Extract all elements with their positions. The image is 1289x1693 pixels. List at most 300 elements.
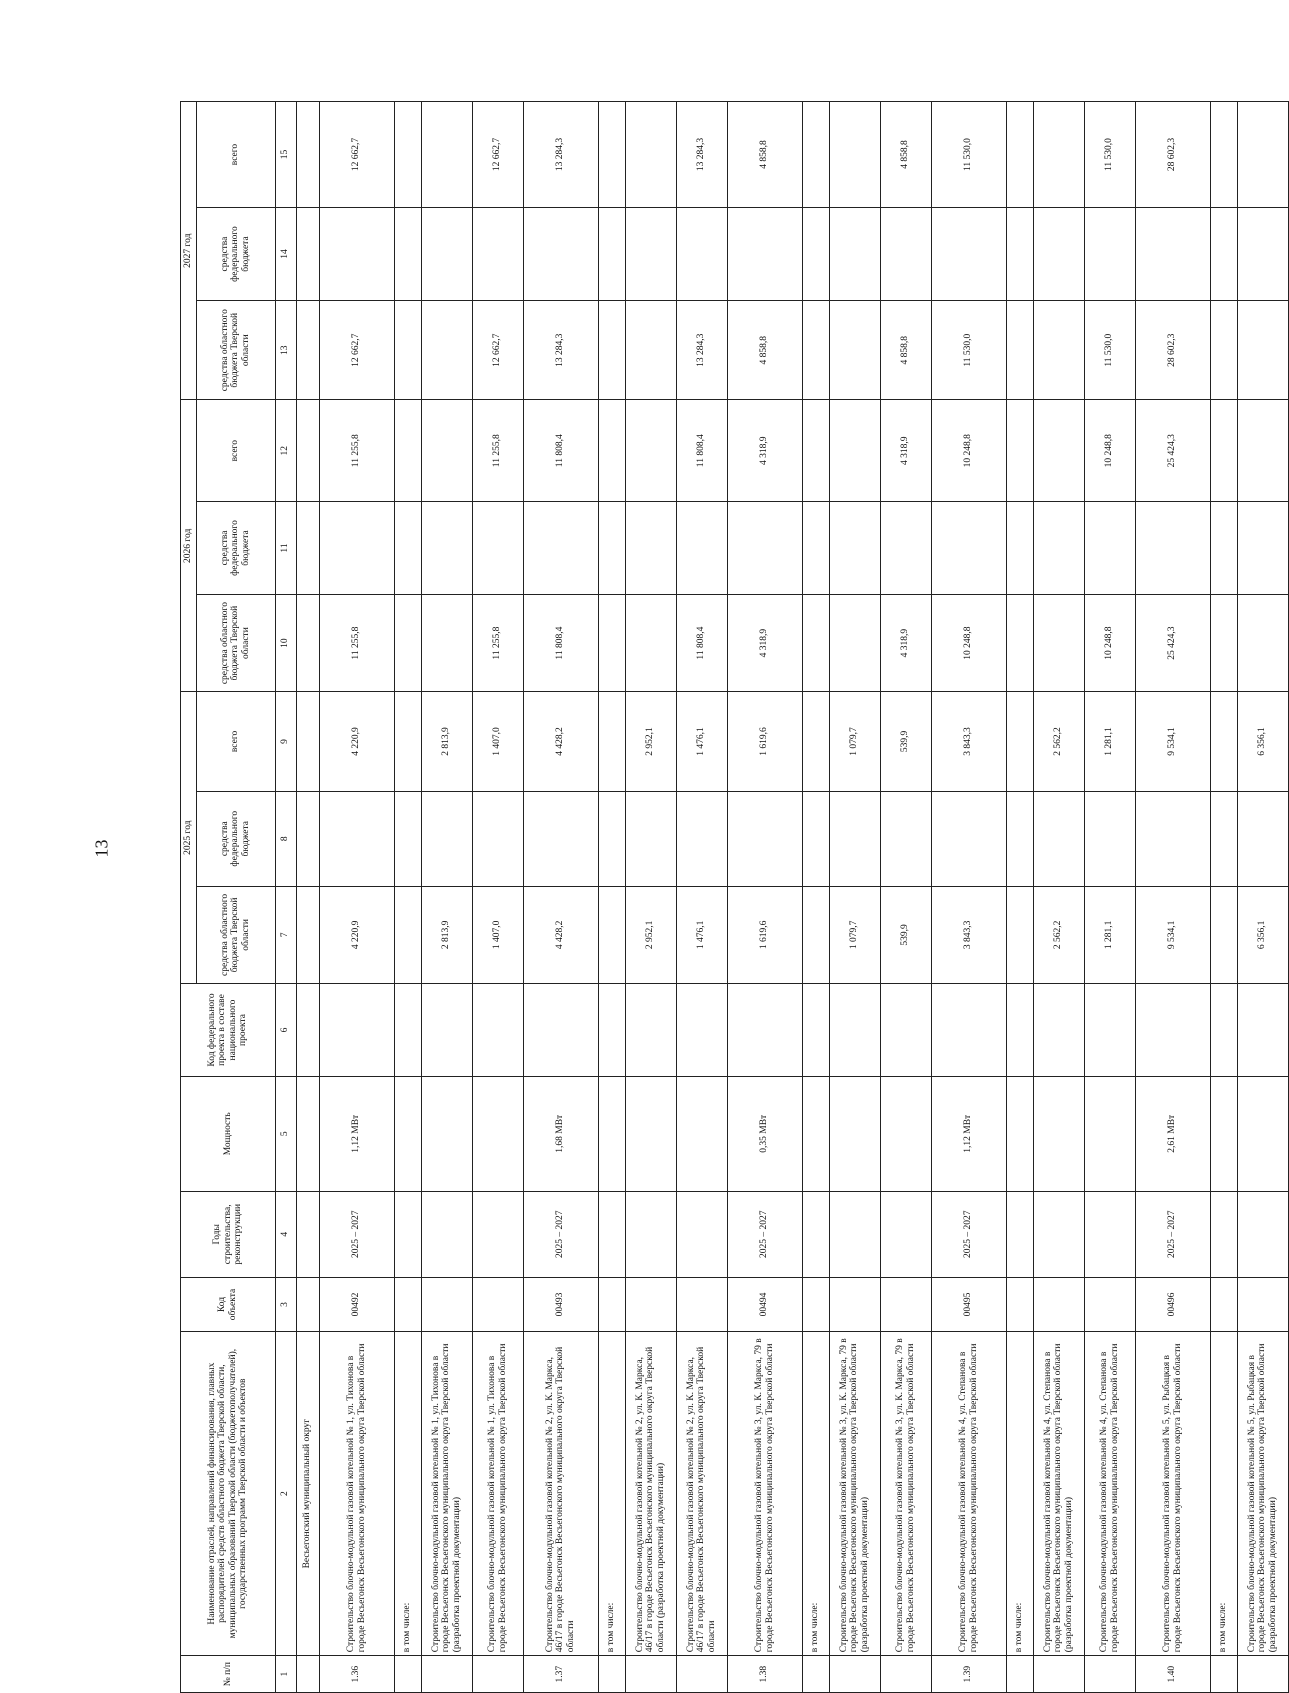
capacity xyxy=(1006,1076,1033,1191)
total-2027 xyxy=(1033,102,1084,208)
column-number: 1 xyxy=(275,1656,296,1693)
total-2027 xyxy=(1237,102,1288,208)
column-number: 4 xyxy=(275,1191,296,1277)
total-2026: 25 424,3 xyxy=(1135,400,1210,502)
total-2026 xyxy=(421,400,472,502)
header-year-2027: 2027 год xyxy=(181,102,197,400)
federal-2027 xyxy=(931,208,1006,301)
regional-2026: 11 255,8 xyxy=(472,594,523,691)
regional-2026: 10 248,8 xyxy=(1084,594,1135,691)
total-2026 xyxy=(1006,400,1033,502)
header-name: Наименование отраслей, направлений финансирования, главных распорядителей средств областного бюджета Тверской области, муниципальных образований Тверской области (бюджетополучателей), государственных программ Тверской области и объектов xyxy=(181,1332,276,1656)
total-2026 xyxy=(802,400,829,502)
total-2025: 1 281,1 xyxy=(1084,692,1135,791)
total-2027 xyxy=(1210,102,1237,208)
column-number: 14 xyxy=(275,208,296,301)
header-years: Годы строительства, реконструкции xyxy=(181,1191,276,1277)
federal-2025 xyxy=(802,791,829,886)
federal-project-code xyxy=(1006,984,1033,1077)
object-code xyxy=(1006,1278,1033,1332)
federal-2025 xyxy=(676,791,727,886)
federal-2025 xyxy=(394,791,421,886)
regional-2025: 1 079,7 xyxy=(829,886,880,983)
regional-2027 xyxy=(1006,301,1033,400)
federal-2027 xyxy=(421,208,472,301)
federal-2025 xyxy=(880,791,931,886)
federal-2027 xyxy=(523,208,598,301)
capacity xyxy=(421,1076,472,1191)
federal-2026 xyxy=(421,502,472,595)
total-2025: 4 220,9 xyxy=(319,692,394,791)
row-number xyxy=(676,1656,727,1693)
capacity: 0,35 МВт xyxy=(727,1076,802,1191)
header-num: № п/п xyxy=(181,1656,276,1693)
regional-2026 xyxy=(1210,594,1237,691)
empty-cell xyxy=(296,502,319,595)
capacity: 1,12 МВт xyxy=(319,1076,394,1191)
header-regional-2025: средства областного бюджета Тверской области xyxy=(196,886,275,983)
capacity xyxy=(1237,1076,1288,1191)
federal-project-code xyxy=(421,984,472,1077)
federal-2026 xyxy=(880,502,931,595)
construction-years xyxy=(802,1191,829,1277)
total-2025: 2 562,2 xyxy=(1033,692,1084,791)
table-row xyxy=(802,102,829,1693)
regional-2026 xyxy=(1006,594,1033,691)
table-body xyxy=(296,102,1288,1693)
regional-2026 xyxy=(625,594,676,691)
total-2025: 2 813,9 xyxy=(421,692,472,791)
construction-years xyxy=(676,1191,727,1277)
header-year-2025: 2025 год xyxy=(181,692,197,984)
federal-2026 xyxy=(1210,502,1237,595)
table-row xyxy=(319,102,394,1693)
construction-years xyxy=(421,1191,472,1277)
construction-years: 2025 – 2027 xyxy=(931,1191,1006,1277)
federal-project-code xyxy=(1084,984,1135,1077)
object-name: Строительство блочно-модульной газовой котельной № 4, ул. Степанова в городе Весьегонск Весьегонского муниципального округа Тверской области xyxy=(1084,1332,1135,1656)
federal-2025 xyxy=(472,791,523,886)
federal-2027 xyxy=(1210,208,1237,301)
regional-2025: 9 534,1 xyxy=(1135,886,1210,983)
region-num-cell xyxy=(296,1656,319,1693)
empty-cell xyxy=(296,791,319,886)
federal-project-code xyxy=(1237,984,1288,1077)
object-name: Строительство блочно-модульной газовой котельной № 1, ул. Тихонова в городе Весьегонск Весьегонского муниципального округа Тверской области xyxy=(472,1332,523,1656)
federal-2026 xyxy=(319,502,394,595)
regional-2025: 4 428,2 xyxy=(523,886,598,983)
federal-project-code xyxy=(319,984,394,1077)
regional-2027 xyxy=(1210,301,1237,400)
object-name: Строительство блочно-модульной газовой котельной № 3, ул. К. Маркса, 79 в городе Весьегонск Весьегонского муниципального округа Тверской области (разработка проектной документации) xyxy=(829,1332,880,1656)
regional-2026: 11 808,4 xyxy=(676,594,727,691)
regional-2025: 2 952,1 xyxy=(625,886,676,983)
total-2025 xyxy=(802,692,829,791)
total-2026: 11 255,8 xyxy=(472,400,523,502)
total-2025: 539,9 xyxy=(880,692,931,791)
empty-cell xyxy=(296,1076,319,1191)
total-2025: 2 952,1 xyxy=(625,692,676,791)
total-2025: 1 476,1 xyxy=(676,692,727,791)
federal-2027 xyxy=(880,208,931,301)
regional-2026: 10 248,8 xyxy=(931,594,1006,691)
total-2025: 1 079,7 xyxy=(829,692,880,791)
total-2026 xyxy=(1033,400,1084,502)
total-2025: 1 407,0 xyxy=(472,692,523,791)
construction-years xyxy=(598,1191,625,1277)
table-row xyxy=(598,102,625,1693)
federal-2026 xyxy=(1237,502,1288,595)
object-code xyxy=(829,1278,880,1332)
table-row xyxy=(625,102,676,1693)
total-2027: 13 284,3 xyxy=(523,102,598,208)
regional-2025: 2 562,2 xyxy=(1033,886,1084,983)
total-2027: 12 662,7 xyxy=(472,102,523,208)
construction-years xyxy=(829,1191,880,1277)
construction-years xyxy=(1084,1191,1135,1277)
total-2026: 11 808,4 xyxy=(676,400,727,502)
object-name: Строительство блочно-модульной газовой котельной № 4, ул. Степанова в городе Весьегонск Весьегонского муниципального округа Тверской области xyxy=(931,1332,1006,1656)
empty-cell xyxy=(296,984,319,1077)
object-name: в том числе: xyxy=(1210,1332,1237,1656)
total-2025: 3 843,3 xyxy=(931,692,1006,791)
total-2027 xyxy=(625,102,676,208)
federal-project-code xyxy=(931,984,1006,1077)
row-number xyxy=(598,1656,625,1693)
capacity xyxy=(1084,1076,1135,1191)
total-2027 xyxy=(421,102,472,208)
construction-years: 2025 – 2027 xyxy=(319,1191,394,1277)
table-row xyxy=(880,102,931,1693)
column-number: 15 xyxy=(275,102,296,208)
row-number xyxy=(625,1656,676,1693)
region-name: Весьегонский муниципальный округ xyxy=(296,1332,319,1656)
capacity xyxy=(394,1076,421,1191)
federal-2025 xyxy=(523,791,598,886)
column-number: 13 xyxy=(275,301,296,400)
federal-2027 xyxy=(1006,208,1033,301)
empty-cell xyxy=(296,886,319,983)
header-total-2026: всего xyxy=(196,400,275,502)
federal-2026 xyxy=(802,502,829,595)
construction-years xyxy=(1006,1191,1033,1277)
object-name: Строительство блочно-модульной газовой котельной № 5, ул. Рыбацкая в городе Весьегонск Весьегонского муниципального округа Тверской области (разработка проектной документации) xyxy=(1237,1332,1288,1656)
regional-2025: 2 813,9 xyxy=(421,886,472,983)
object-code xyxy=(421,1278,472,1332)
total-2025 xyxy=(1006,692,1033,791)
object-code: 00494 xyxy=(727,1278,802,1332)
table-row xyxy=(472,102,523,1693)
column-number: 9 xyxy=(275,692,296,791)
total-2027: 13 284,3 xyxy=(676,102,727,208)
regional-2025: 1 619,6 xyxy=(727,886,802,983)
budget-table xyxy=(180,101,1289,1693)
total-2026: 4 318,9 xyxy=(880,400,931,502)
row-number xyxy=(1084,1656,1135,1693)
federal-2026 xyxy=(1033,502,1084,595)
header-federal-project-code: Код федерального проекта в составе национального проекта xyxy=(181,984,276,1077)
empty-cell xyxy=(296,1191,319,1277)
table-row xyxy=(676,102,727,1693)
object-code xyxy=(802,1278,829,1332)
regional-2026 xyxy=(1237,594,1288,691)
total-2026: 4 318,9 xyxy=(727,400,802,502)
capacity xyxy=(676,1076,727,1191)
regional-2027 xyxy=(1237,301,1288,400)
federal-2026 xyxy=(1006,502,1033,595)
federal-2026 xyxy=(523,502,598,595)
federal-project-code xyxy=(523,984,598,1077)
table-row xyxy=(421,102,472,1693)
row-number xyxy=(880,1656,931,1693)
regional-2026: 11 808,4 xyxy=(523,594,598,691)
total-2025 xyxy=(598,692,625,791)
column-number: 10 xyxy=(275,594,296,691)
row-number xyxy=(394,1656,421,1693)
row-number xyxy=(829,1656,880,1693)
table-row xyxy=(1237,102,1288,1693)
regional-2027: 13 284,3 xyxy=(676,301,727,400)
empty-cell xyxy=(296,692,319,791)
regional-2025: 4 220,9 xyxy=(319,886,394,983)
federal-2025 xyxy=(727,791,802,886)
federal-2026 xyxy=(472,502,523,595)
regional-2027: 28 602,3 xyxy=(1135,301,1210,400)
total-2026 xyxy=(598,400,625,502)
federal-2025 xyxy=(1210,791,1237,886)
object-code: 00493 xyxy=(523,1278,598,1332)
federal-2026 xyxy=(394,502,421,595)
object-name: Строительство блочно-модульной газовой котельной № 2, ул. К. Маркса, 46/17 в городе Весьегонск Весьегонского муниципального округа Тверской области xyxy=(523,1332,598,1656)
column-number: 2 xyxy=(275,1332,296,1656)
object-name: Строительство блочно-модульной газовой котельной № 3, ул. К. Маркса, 79 в городе Весьегонск Весьегонского муниципального округа Тверской области xyxy=(727,1332,802,1656)
federal-2025 xyxy=(421,791,472,886)
object-name: Строительство блочно-модульной газовой котельной № 1, ул. Тихонова в городе Весьегонск Весьегонского муниципального округа Тверской области xyxy=(319,1332,394,1656)
federal-2025 xyxy=(1033,791,1084,886)
total-2026: 11 255,8 xyxy=(319,400,394,502)
page-number: 13 xyxy=(91,839,112,858)
federal-project-code xyxy=(727,984,802,1077)
object-name: в том числе: xyxy=(394,1332,421,1656)
regional-2027: 12 662,7 xyxy=(319,301,394,400)
federal-project-code xyxy=(625,984,676,1077)
federal-project-code xyxy=(880,984,931,1077)
federal-project-code xyxy=(598,984,625,1077)
capacity xyxy=(598,1076,625,1191)
federal-2026 xyxy=(1084,502,1135,595)
federal-2027 xyxy=(598,208,625,301)
table-row xyxy=(1135,102,1210,1693)
header-power: Мощность xyxy=(181,1076,276,1191)
federal-2027 xyxy=(1033,208,1084,301)
regional-2027 xyxy=(598,301,625,400)
table-row xyxy=(931,102,1006,1693)
regional-2027: 4 858,8 xyxy=(727,301,802,400)
regional-2027: 11 530,0 xyxy=(1084,301,1135,400)
total-2027: 11 530,0 xyxy=(931,102,1006,208)
empty-cell xyxy=(296,400,319,502)
capacity xyxy=(1033,1076,1084,1191)
federal-2027 xyxy=(625,208,676,301)
object-name: Строительство блочно-модульной газовой котельной № 4, ул. Степанова в городе Весьегонск Весьегонского муниципального округа Тверской области (разработка проектной документации) xyxy=(1033,1332,1084,1656)
regional-2025 xyxy=(394,886,421,983)
object-code xyxy=(1210,1278,1237,1332)
budget-table-sheet xyxy=(180,0,1278,1693)
federal-2025 xyxy=(829,791,880,886)
column-number-row xyxy=(275,102,296,1693)
federal-2027 xyxy=(1237,208,1288,301)
construction-years xyxy=(394,1191,421,1277)
regional-2027: 12 662,7 xyxy=(472,301,523,400)
row-number xyxy=(1033,1656,1084,1693)
row-number: 1.39 xyxy=(931,1656,1006,1693)
region-row xyxy=(296,102,319,1693)
object-code: 00492 xyxy=(319,1278,394,1332)
total-2026: 10 248,8 xyxy=(931,400,1006,502)
column-number: 3 xyxy=(275,1278,296,1332)
header-object-code: Код объекта xyxy=(181,1278,276,1332)
federal-2026 xyxy=(598,502,625,595)
empty-cell xyxy=(296,102,319,208)
regional-2027 xyxy=(394,301,421,400)
federal-project-code xyxy=(802,984,829,1077)
regional-2027 xyxy=(625,301,676,400)
row-number xyxy=(1006,1656,1033,1693)
row-number xyxy=(802,1656,829,1693)
header-regional-2026: средства областного бюджета Тверской области xyxy=(196,594,275,691)
federal-2027 xyxy=(802,208,829,301)
regional-2027 xyxy=(829,301,880,400)
capacity xyxy=(625,1076,676,1191)
construction-years: 2025 – 2027 xyxy=(1135,1191,1210,1277)
total-2027: 11 530,0 xyxy=(1084,102,1135,208)
header-row-1 xyxy=(181,102,197,1693)
total-2026 xyxy=(625,400,676,502)
regional-2025 xyxy=(802,886,829,983)
federal-2026 xyxy=(727,502,802,595)
regional-2025: 1 281,1 xyxy=(1084,886,1135,983)
federal-project-code xyxy=(1033,984,1084,1077)
row-number xyxy=(421,1656,472,1693)
construction-years xyxy=(1210,1191,1237,1277)
column-number: 6 xyxy=(275,984,296,1077)
object-code: 00496 xyxy=(1135,1278,1210,1332)
regional-2027: 4 858,8 xyxy=(880,301,931,400)
federal-project-code xyxy=(676,984,727,1077)
federal-2025 xyxy=(931,791,1006,886)
regional-2026 xyxy=(1033,594,1084,691)
regional-2027 xyxy=(421,301,472,400)
total-2027: 12 662,7 xyxy=(319,102,394,208)
construction-years xyxy=(1237,1191,1288,1277)
federal-2026 xyxy=(931,502,1006,595)
federal-2025 xyxy=(625,791,676,886)
column-number: 7 xyxy=(275,886,296,983)
table-row xyxy=(1210,102,1237,1693)
table-row xyxy=(1006,102,1033,1693)
object-name: в том числе: xyxy=(598,1332,625,1656)
federal-2027 xyxy=(394,208,421,301)
regional-2025: 6 356,1 xyxy=(1237,886,1288,983)
federal-2027 xyxy=(676,208,727,301)
federal-project-code xyxy=(1210,984,1237,1077)
object-code xyxy=(598,1278,625,1332)
capacity: 1,68 МВт xyxy=(523,1076,598,1191)
federal-2027 xyxy=(1135,208,1210,301)
federal-2027 xyxy=(1084,208,1135,301)
table-row xyxy=(523,102,598,1693)
table-row xyxy=(1033,102,1084,1693)
construction-years xyxy=(1033,1191,1084,1277)
total-2025: 4 428,2 xyxy=(523,692,598,791)
total-2027: 4 858,8 xyxy=(727,102,802,208)
regional-2025 xyxy=(598,886,625,983)
row-number: 1.36 xyxy=(319,1656,394,1693)
object-code xyxy=(472,1278,523,1332)
construction-years xyxy=(472,1191,523,1277)
row-number: 1.37 xyxy=(523,1656,598,1693)
object-code xyxy=(625,1278,676,1332)
row-number: 1.40 xyxy=(1135,1656,1210,1693)
header-federal-2025: средства федерального бюджета xyxy=(196,791,275,886)
column-number: 12 xyxy=(275,400,296,502)
object-code: 00495 xyxy=(931,1278,1006,1332)
federal-2027 xyxy=(829,208,880,301)
regional-2026 xyxy=(421,594,472,691)
regional-2026 xyxy=(802,594,829,691)
header-federal-2026: средства федерального бюджета xyxy=(196,502,275,595)
total-2027 xyxy=(1006,102,1033,208)
empty-cell xyxy=(296,208,319,301)
total-2027: 4 858,8 xyxy=(880,102,931,208)
construction-years xyxy=(880,1191,931,1277)
regional-2026: 4 318,9 xyxy=(727,594,802,691)
total-2026: 11 808,4 xyxy=(523,400,598,502)
total-2025: 9 534,1 xyxy=(1135,692,1210,791)
regional-2027 xyxy=(802,301,829,400)
total-2026 xyxy=(394,400,421,502)
regional-2026: 25 424,3 xyxy=(1135,594,1210,691)
federal-project-code xyxy=(1135,984,1210,1077)
object-code xyxy=(676,1278,727,1332)
column-number: 5 xyxy=(275,1076,296,1191)
total-2025 xyxy=(394,692,421,791)
federal-project-code xyxy=(472,984,523,1077)
regional-2027 xyxy=(1033,301,1084,400)
regional-2025: 3 843,3 xyxy=(931,886,1006,983)
total-2026: 10 248,8 xyxy=(1084,400,1135,502)
total-2025: 1 619,6 xyxy=(727,692,802,791)
federal-project-code xyxy=(394,984,421,1077)
object-code xyxy=(394,1278,421,1332)
column-number: 11 xyxy=(275,502,296,595)
federal-project-code xyxy=(829,984,880,1077)
federal-2025 xyxy=(319,791,394,886)
capacity xyxy=(880,1076,931,1191)
capacity xyxy=(829,1076,880,1191)
federal-2027 xyxy=(319,208,394,301)
regional-2026 xyxy=(394,594,421,691)
row-number xyxy=(1237,1656,1288,1693)
total-2025 xyxy=(1210,692,1237,791)
total-2026 xyxy=(829,400,880,502)
object-name: Строительство блочно-модульной газовой котельной № 2, ул. К. Маркса, 46/17 в городе Весьегонск Весьегонского муниципального округа Тверской области xyxy=(676,1332,727,1656)
table-row xyxy=(727,102,802,1693)
regional-2026 xyxy=(829,594,880,691)
header-regional-2027: средства областного бюджета Тверской области xyxy=(196,301,275,400)
empty-cell xyxy=(296,594,319,691)
capacity xyxy=(1210,1076,1237,1191)
